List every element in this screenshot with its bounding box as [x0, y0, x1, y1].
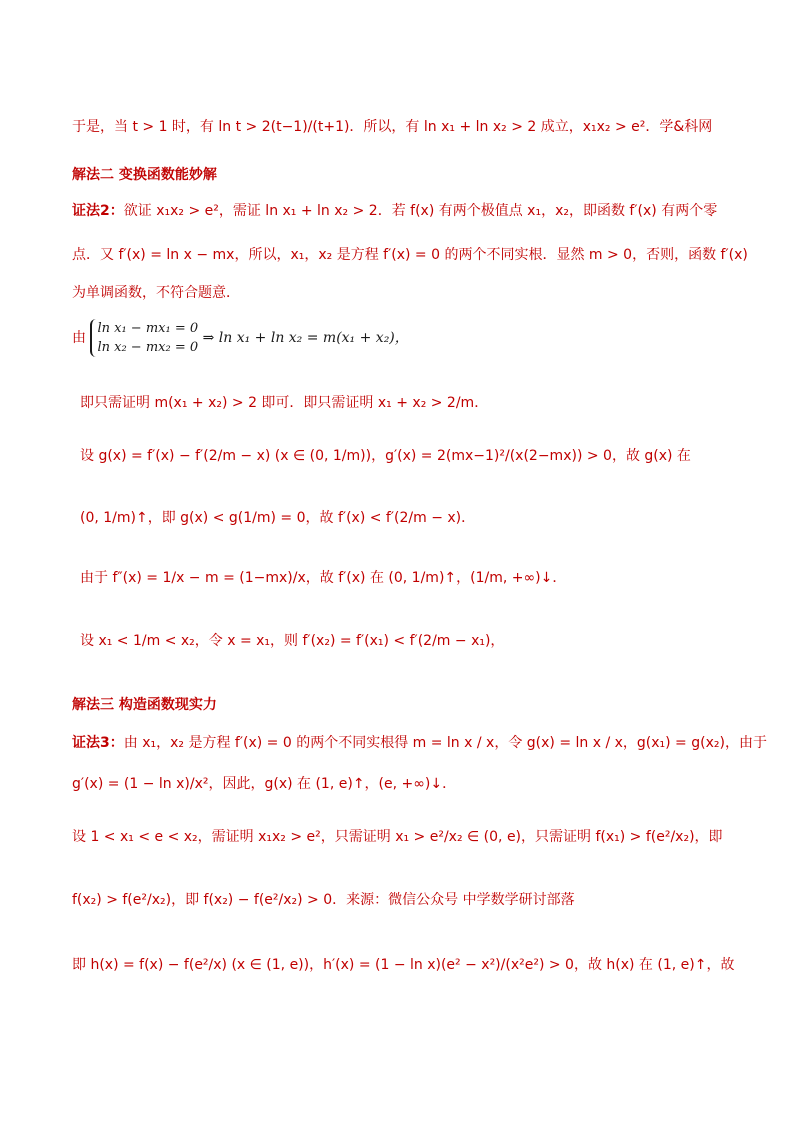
- proof-2-line-5: [80, 446, 740, 466]
- proof-3-line-1: [72, 733, 767, 753]
- proof-3-line-2: [72, 774, 732, 794]
- proof-2-line-7: [80, 568, 740, 588]
- proof-2-system-line: [72, 318, 732, 358]
- proof-2-line-1: [72, 201, 732, 221]
- proof-3-line-2-text: g′(x) = (1 − ln x)/x²，因此，g(x) 在 (1, e)↑，(e, +∞)↓．: [72, 776, 457, 792]
- system-equation-2: ln x₂ − mx₂ = 0: [97, 340, 199, 355]
- heading-method-2-text: 解法二 变换函数能妙解: [72, 167, 217, 183]
- proof-3-line-4: [72, 890, 732, 910]
- proof-2-line-8-text: 设 x₁ < 1/m < x₂，令 x = x₁，则 f′(x₂) = f′(x₁) < f′(2/m − x₁)，: [80, 633, 505, 649]
- heading-method-3: [72, 695, 732, 715]
- proof-2-line-4: [80, 393, 740, 413]
- line-conclusion: [72, 117, 732, 137]
- system-prefix: 由: [72, 330, 86, 346]
- proof-2-line-6-text: (0, 1/m)↑，即 g(x) < g(1/m) = 0，故 f′(x) < f′(2/m − x)．: [80, 510, 476, 526]
- system-implication: ⇒ ln x₁ + ln x₂ = m(x₁ + x₂)，: [202, 330, 409, 346]
- proof-2-line-5-text: 设 g(x) = f′(x) − f′(2/m − x) (x ∈ (0, 1/m))，g′(x) = 2(mx−1)²/(x(2−mx)) > 0，故 g(x) 在: [80, 448, 691, 464]
- heading-method-3-text: 解法三 构造函数现实力: [72, 697, 217, 713]
- proof-3-tag: 证法3：: [72, 735, 124, 751]
- equation-system: [90, 319, 198, 357]
- proof-3-line-4-text: f(x₂) > f(e²/x₂)，即 f(x₂) − f(e²/x₂) > 0．来源：微信公众号 中学数学研讨部落: [72, 892, 575, 908]
- proof-3-line-5: [72, 955, 735, 975]
- proof-3-line-1-text: 由 x₁，x₂ 是方程 f′(x) = 0 的两个不同实根得 m = ln x / x，令 g(x) = ln x / x，g(x₁) = g(x₂)，由于: [123, 735, 767, 751]
- line-conclusion-text: 于是，当 t > 1 时，有 ln t > 2(t−1)/(t+1)．所以，有 ln x₁ + ln x₂ > 2 成立，x₁x₂ > e²．学&科网: [72, 119, 713, 135]
- proof-2-line-7-text: 由于 f″(x) = 1/x − m = (1−mx)/x，故 f′(x) 在 (0, 1/m)↑，(1/m, +∞)↓．: [80, 570, 567, 586]
- proof-2-line-3: [72, 283, 732, 303]
- proof-2-line-3-text: 为单调函数，不符合题意．: [72, 285, 240, 301]
- proof-2-line-1-text: 欲证 x₁x₂ > e²，需证 ln x₁ + ln x₂ > 2．若 f(x) 有两个极值点 x₁，x₂，即函数 f′(x) 有两个零: [123, 203, 718, 219]
- proof-2-line-2: [72, 245, 748, 265]
- proof-2-line-2-text: 点．又 f′(x) = ln x − mx，所以，x₁，x₂ 是方程 f′(x) = 0 的两个不同实根．显然 m > 0，否则，函数 f′(x): [72, 247, 748, 263]
- proof-2-line-8: [80, 631, 740, 651]
- proof-2-line-4-text: 即只需证明 m(x₁ + x₂) > 2 即可．即只需证明 x₁ + x₂ > 2/m．: [80, 395, 489, 411]
- proof-2-line-6: [80, 508, 740, 528]
- proof-2-tag: 证法2：: [72, 203, 124, 219]
- heading-method-2: [72, 165, 732, 185]
- proof-3-line-3: [72, 827, 732, 847]
- system-equation-1: ln x₁ − mx₁ = 0: [97, 321, 199, 336]
- proof-3-line-3-text: 设 1 < x₁ < e < x₂，需证明 x₁x₂ > e²，只需证明 x₁ > e²/x₂ ∈ (0, e)，只需证明 f(x₁) > f(e²/x₂)，即: [72, 829, 723, 845]
- proof-3-line-5-text: 即 h(x) = f(x) − f(e²/x) (x ∈ (1, e))，h′(x) = (1 − ln x)(e² − x²)/(x²e²) > 0，故 h(x) 在 (1, e)↑，故: [72, 957, 735, 973]
